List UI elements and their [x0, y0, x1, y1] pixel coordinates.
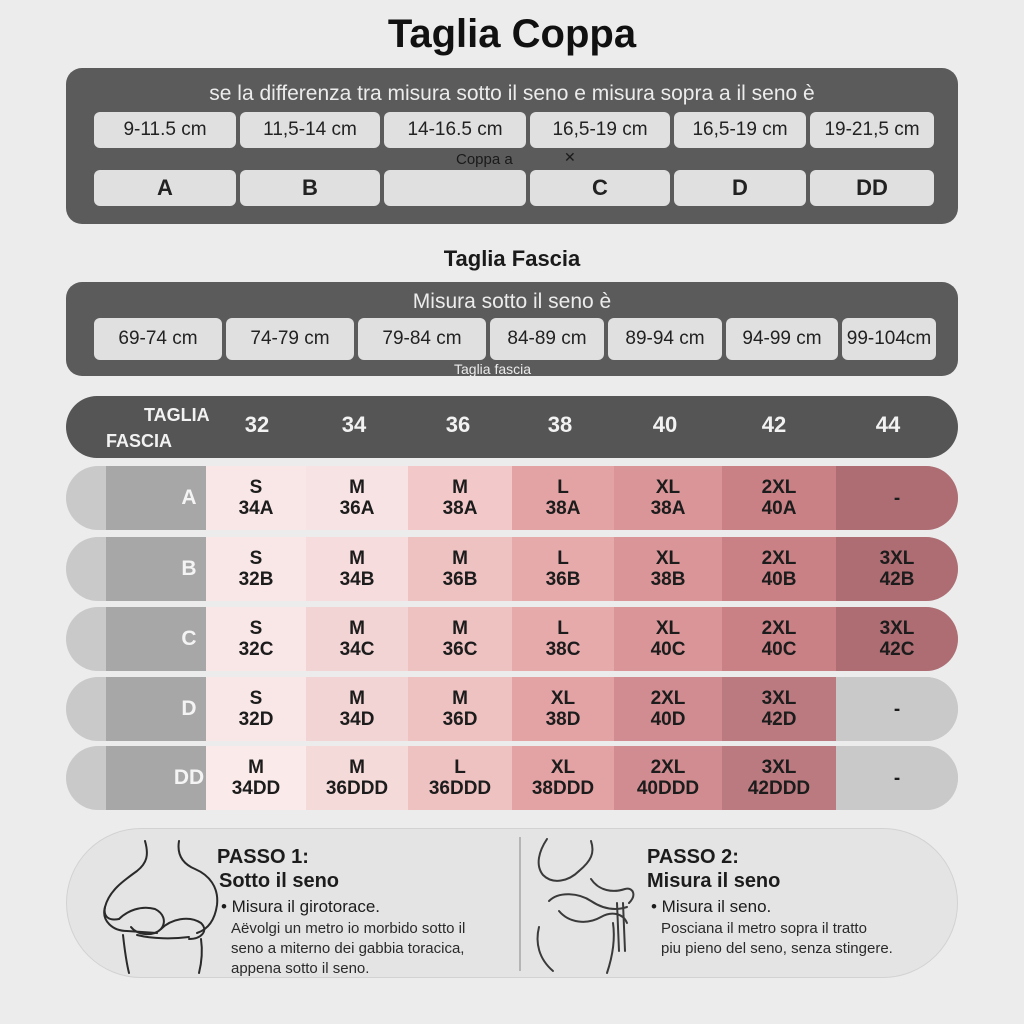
bra-size: 40DDD	[636, 778, 700, 799]
size-letter: 2XL	[761, 548, 797, 569]
size-cell	[722, 537, 836, 601]
bra-size: 34A	[238, 498, 274, 519]
bra-size: 40C	[650, 639, 686, 660]
bra-size: 36D	[442, 709, 478, 730]
size-letter: M	[452, 688, 468, 709]
bra-size: 42B	[879, 569, 915, 590]
bra-size: 32D	[238, 709, 274, 730]
size-table-row	[66, 677, 958, 741]
size-letter: S	[249, 548, 263, 569]
size-cell	[614, 677, 722, 741]
bra-size: 34D	[339, 709, 375, 730]
size-cell	[306, 746, 408, 810]
size-letter: -	[893, 698, 901, 720]
size-letter: M	[349, 688, 365, 709]
band-panel-caption: Misura sotto il seno è	[412, 290, 612, 313]
band-size-header: 42	[761, 412, 787, 437]
size-cell	[206, 677, 306, 741]
size-cell	[722, 607, 836, 671]
cup-row-label: D	[106, 677, 272, 741]
band-range-cell: 89-94 cm	[608, 318, 722, 360]
size-letter: 3XL	[879, 618, 915, 639]
size-letter: S	[249, 477, 263, 498]
size-letter: 3XL	[879, 548, 915, 569]
size-letter: M	[452, 548, 468, 569]
size-letter: XL	[550, 688, 576, 709]
size-letter: XL	[655, 618, 681, 639]
band-size-header: 40	[652, 412, 678, 437]
band-range-cell: 69-74 cm	[94, 318, 222, 360]
bra-size: 36DDD	[428, 778, 492, 799]
size-cell	[512, 607, 614, 671]
size-cell	[836, 537, 958, 601]
bra-size: 38C	[545, 639, 581, 660]
cup-panel-caption: se la differenza tra misura sotto il seno e misura sopra a il seno è	[209, 82, 815, 105]
cup-letter-cell	[384, 170, 526, 206]
size-letter: M	[349, 757, 365, 778]
bra-size: 40D	[650, 709, 686, 730]
size-letter: 2XL	[650, 688, 686, 709]
step1-subtitle: Sotto il seno	[219, 870, 339, 892]
bra-size: 36DDD	[325, 778, 389, 799]
size-cell	[836, 607, 958, 671]
size-table-header	[66, 396, 958, 458]
band-size-header: 34	[341, 412, 367, 437]
size-cell	[614, 466, 722, 530]
size-cell	[614, 746, 722, 810]
bra-size: 42D	[761, 709, 797, 730]
bra-size: 36B	[545, 569, 581, 590]
cup-range-cell: 14-16.5 cm	[384, 112, 526, 148]
size-letter: M	[452, 618, 468, 639]
cup-range-cell: 16,5-19 cm	[530, 112, 670, 148]
step2-bullet: • Misura il seno.	[651, 897, 772, 916]
cup-row-label: DD	[106, 746, 272, 810]
size-letter: 2XL	[761, 477, 797, 498]
size-cell	[206, 746, 306, 810]
cup-row-label: A	[106, 466, 272, 530]
bra-size: 32C	[238, 639, 274, 660]
size-letter: S	[249, 618, 263, 639]
size-letter: M	[349, 618, 365, 639]
size-table-row	[66, 537, 958, 601]
bra-size: 38DDD	[531, 778, 595, 799]
size-cell	[408, 537, 512, 601]
band-section-title: Taglia Fascia	[443, 246, 581, 271]
bra-size: 40B	[761, 569, 797, 590]
size-cell	[306, 537, 408, 601]
size-letter: S	[249, 688, 263, 709]
size-table-row	[66, 466, 958, 530]
size-cell	[206, 607, 306, 671]
woman-measuring-underbust-icon	[97, 835, 227, 975]
band-range-cell: 74-79 cm	[226, 318, 354, 360]
bra-size: 34B	[339, 569, 375, 590]
size-letter: L	[454, 757, 466, 778]
size-cell	[512, 746, 614, 810]
band-range-cell: 99-104cm	[842, 318, 936, 360]
band-range-cell: 79-84 cm	[358, 318, 486, 360]
bra-size: 34DD	[231, 778, 281, 799]
size-table-row	[66, 607, 958, 671]
size-cell	[722, 746, 836, 810]
cup-letter-cell: C	[530, 170, 670, 206]
cup-row-label: B	[106, 537, 272, 601]
band-mini-label: Taglia fascia	[454, 361, 532, 377]
size-cell	[836, 466, 958, 530]
steps-divider	[519, 837, 521, 971]
bra-size: 38A	[650, 498, 686, 519]
step1-text-line: seno a miterno dei gabbia toracica,	[231, 940, 465, 957]
size-cell	[206, 466, 306, 530]
size-cell	[512, 537, 614, 601]
close-icon[interactable]: ✕	[564, 149, 576, 165]
band-range-cell: 84-89 cm	[490, 318, 604, 360]
bra-size: 38D	[545, 709, 581, 730]
cup-panel	[66, 68, 958, 224]
size-letter: L	[557, 477, 569, 498]
bra-size: 40C	[761, 639, 797, 660]
cup-range-cell: 11,5-14 cm	[240, 112, 380, 148]
size-cell	[206, 537, 306, 601]
step1-text-line: appena sotto il seno.	[231, 960, 370, 977]
step1-text-line: Aëvolgi un metro io morbido sotto il	[231, 920, 466, 937]
bra-size: 34C	[339, 639, 375, 660]
size-letter: -	[893, 487, 901, 509]
cup-letter-cell: DD	[810, 170, 934, 206]
size-cell	[512, 677, 614, 741]
bra-size: 40A	[761, 498, 797, 519]
bra-size: 38B	[650, 569, 686, 590]
size-letter: M	[349, 548, 365, 569]
woman-measuring-bust-icon	[529, 831, 649, 977]
bra-size: 32B	[238, 569, 274, 590]
step1-bullet: • Misura il girotorace.	[221, 897, 381, 916]
cup-range-cell: 19-21,5 cm	[810, 112, 934, 148]
header-label-taglia: TAGLIA	[144, 405, 210, 425]
bra-size: 42C	[879, 639, 915, 660]
band-size-header: 32	[244, 412, 270, 437]
bra-size: 42DDD	[747, 778, 811, 799]
size-letter: XL	[655, 477, 681, 498]
cup-letter-cell: D	[674, 170, 806, 206]
size-cell	[512, 466, 614, 530]
band-range-cell: 94-99 cm	[726, 318, 838, 360]
bra-size: 38A	[442, 498, 478, 519]
size-cell	[614, 537, 722, 601]
size-letter: 3XL	[761, 757, 797, 778]
size-table-row	[66, 746, 958, 810]
step2-subtitle: Misura il seno	[647, 870, 781, 892]
bra-size: 36C	[442, 639, 478, 660]
step2-text-line: piu pieno del seno, senza stingere.	[661, 940, 893, 957]
band-size-header: 36	[445, 412, 471, 437]
header-label-fascia: FASCIA	[106, 431, 173, 451]
size-letter: M	[248, 757, 264, 778]
size-cell	[836, 746, 958, 810]
size-cell	[306, 677, 408, 741]
band-size-header: 44	[875, 412, 901, 437]
band-panel	[66, 282, 958, 376]
size-cell	[722, 466, 836, 530]
measurement-steps-panel	[66, 828, 958, 978]
bra-size: 36A	[339, 498, 375, 519]
size-letter: 3XL	[761, 688, 797, 709]
size-cell	[836, 677, 958, 741]
cup-range-cell: 9-11.5 cm	[94, 112, 236, 148]
size-letter: XL	[655, 548, 681, 569]
size-letter: M	[349, 477, 365, 498]
cup-mini-label: Coppa a	[456, 151, 513, 168]
step1-title: PASSO 1:	[217, 846, 309, 868]
size-cell	[408, 466, 512, 530]
band-size-header: 38	[547, 412, 573, 437]
size-letter: XL	[550, 757, 576, 778]
bra-size: 36B	[442, 569, 478, 590]
size-cell	[722, 677, 836, 741]
size-cell	[408, 607, 512, 671]
size-letter: 2XL	[650, 757, 686, 778]
size-cell	[614, 607, 722, 671]
size-letter: L	[557, 548, 569, 569]
cup-row-label: C	[106, 607, 272, 671]
size-letter: L	[557, 618, 569, 639]
size-cell	[306, 607, 408, 671]
cup-letter-cell: A	[94, 170, 236, 206]
page-title: Taglia Coppa	[387, 12, 637, 56]
bra-size: 38A	[545, 498, 581, 519]
size-cell	[306, 466, 408, 530]
step2-title: PASSO 2:	[647, 846, 739, 868]
cup-range-cell: 16,5-19 cm	[674, 112, 806, 148]
size-letter: M	[452, 477, 468, 498]
size-letter: 2XL	[761, 618, 797, 639]
step2-text-line: Posciana il metro sopra il tratto	[661, 920, 867, 937]
cup-letter-cell: B	[240, 170, 380, 206]
size-cell	[408, 746, 512, 810]
size-cell	[408, 677, 512, 741]
size-letter: -	[893, 767, 901, 789]
